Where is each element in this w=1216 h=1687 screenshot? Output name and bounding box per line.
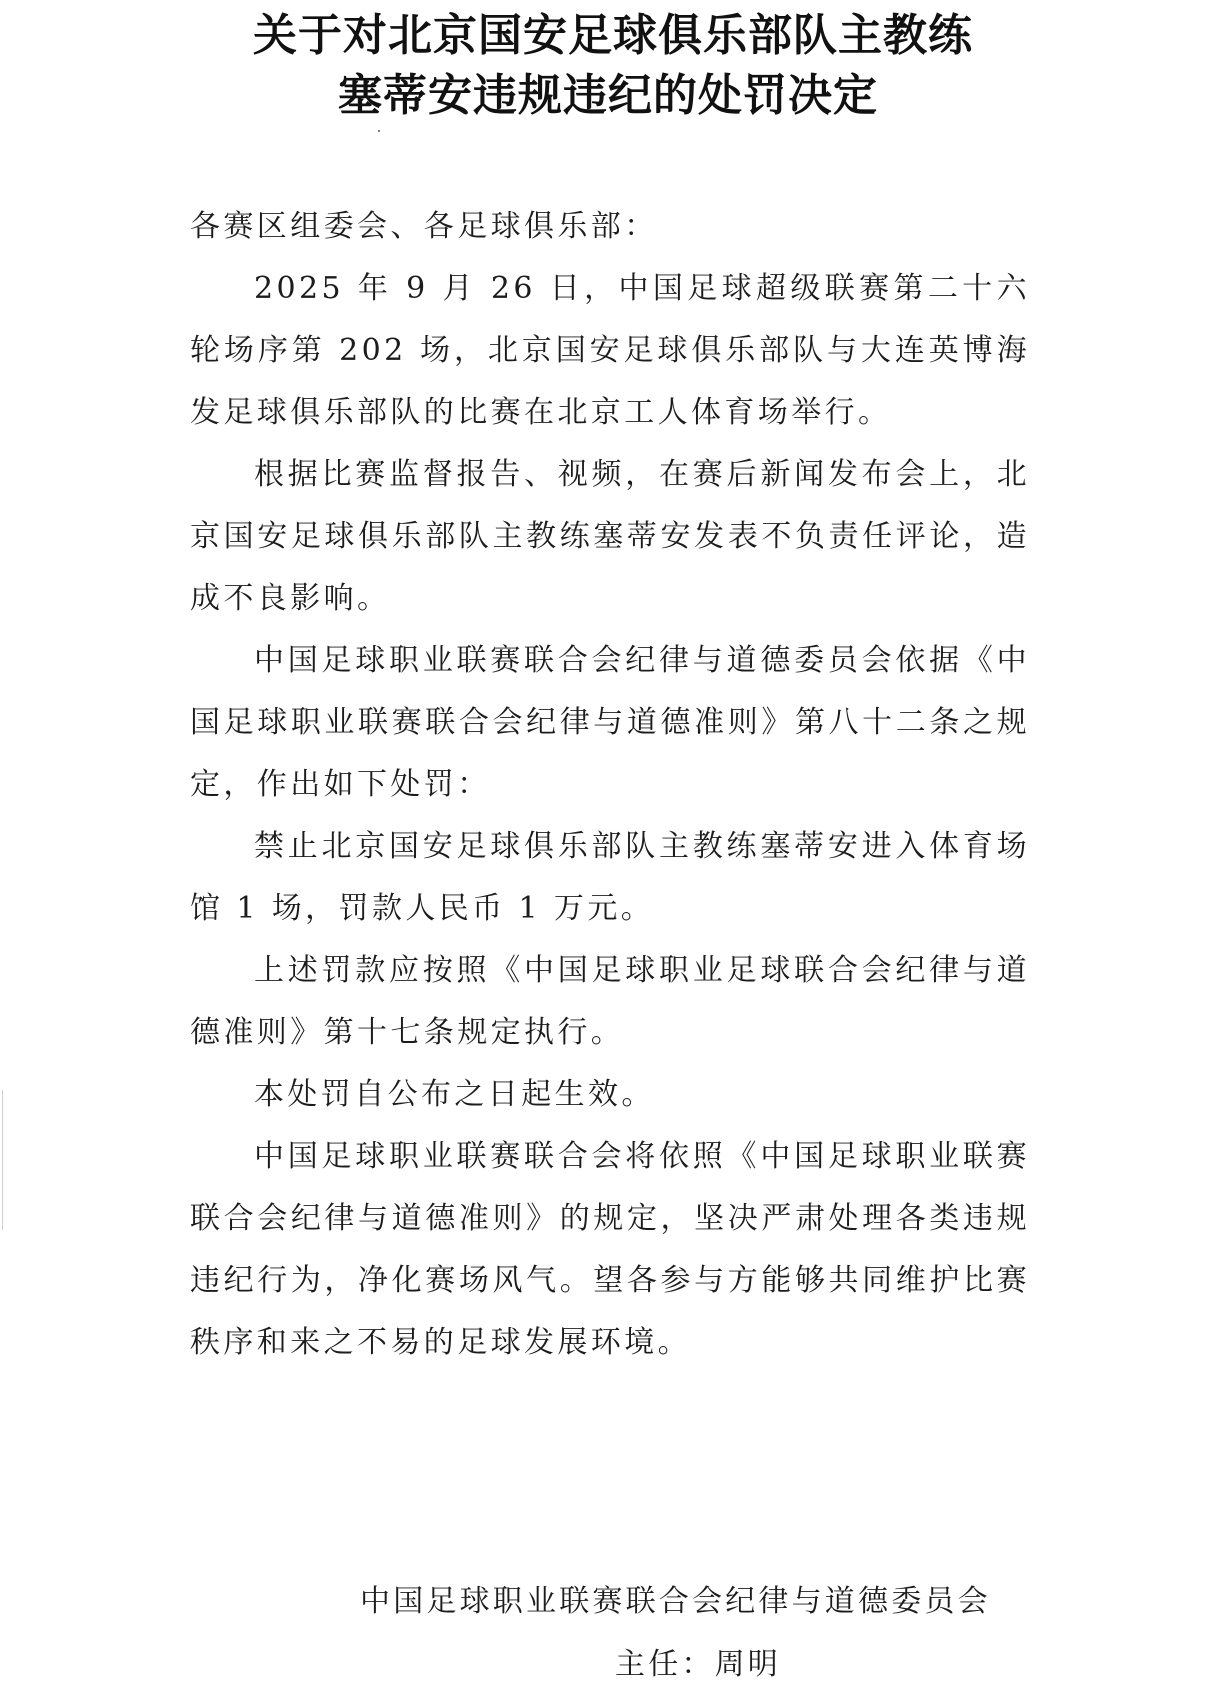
paragraph-basis: 中国足球职业联赛联合会纪律与道德委员会依据《中国足球职业联赛联合会纪律与道德准则》第八十二条之规定，作出如下处罚： (190, 643, 1030, 802)
document-title (0, 8, 1216, 124)
paragraph-penalty: 禁止北京国安足球俱乐部队主教练塞蒂安进入体育场馆 1 场，罚款人民币 1 万元。 (190, 829, 1030, 926)
signature-organization: 中国足球职业联赛联合会纪律与道德委员会 (360, 1584, 991, 1619)
signature-chair: 主任：周明 (615, 1647, 781, 1682)
title-line-1: 关于对北京国安足球俱乐部队主教练 (253, 10, 973, 61)
title-line-2: 塞蒂安违规违纪的处罚决定 (338, 70, 878, 121)
paragraph-match-info: 2025 年 9 月 26 日，中国足球超级联赛第二十六轮场序第 202 场，北京国安足球俱乐部队与大连英博海发足球俱乐部队的比赛在北京工人体育场举行。 (190, 271, 1030, 430)
document-body (190, 196, 1030, 1374)
paragraph-violation: 根据比赛监督报告、视频，在赛后新闻发布会上，北京国安足球俱乐部队主教练塞蒂安发表不负责任评论，造成不良影响。 (190, 457, 1030, 616)
paragraph-fine-execution: 上述罚款应按照《中国足球职业足球联合会纪律与道德准则》第十七条规定执行。 (190, 953, 1030, 1050)
paragraph-effective: 本处罚自公布之日起生效。 (254, 1077, 655, 1112)
salutation: 各赛区组委会、各足球俱乐部： (190, 209, 658, 244)
scan-edge-mark (2, 1090, 3, 1230)
paragraph-closing: 中国足球职业联赛联合会将依照《中国足球职业联赛联合会纪律与道德准则》的规定，坚决严肃处理各类违规违纪行为，净化赛场风气。望各参与方能够共同维护比赛秩序和来之不易的足球发展环境。 (190, 1139, 1030, 1360)
scan-speck (378, 130, 380, 132)
